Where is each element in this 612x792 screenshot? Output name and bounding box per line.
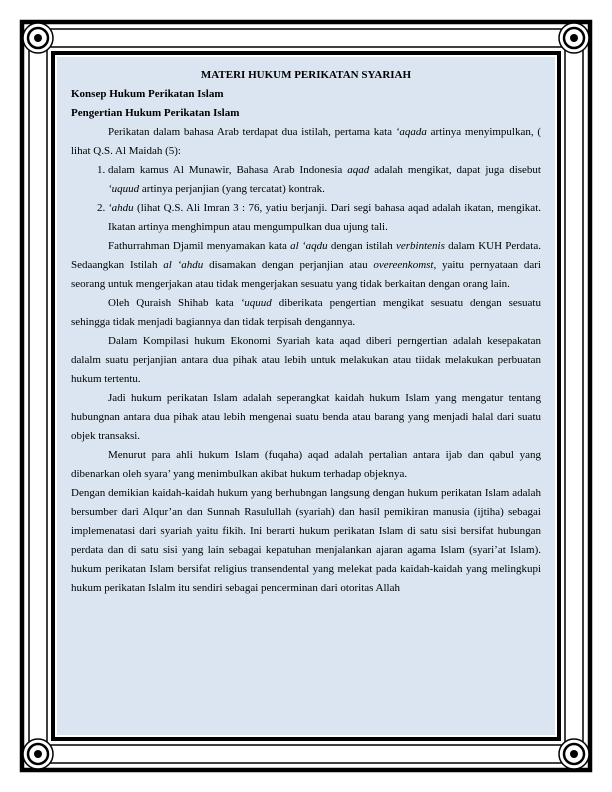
- text-run: disamakan dengan perjanjian atau: [203, 259, 374, 271]
- text-run: (lihat Q.S. Ali Imran 3 : 76, yatiu berjanji. Dari segi bahasa aqad adalah ikatan, mengikat. Ikatan artinya menghimpun atau mengumpulkan dua ujung tali.: [108, 202, 541, 233]
- section-heading: Konsep Hukum Perikatan Islam: [71, 88, 224, 100]
- italic-term: ‘uquud: [240, 297, 272, 309]
- italic-term: ‘aqada: [395, 126, 427, 138]
- paragraph-djamil: [71, 237, 541, 294]
- paragraph-conclusion: Jadi hukum perikatan Islam adalah seperangkat kaidah hukum Islam yang mengatur tentang hubungnan antara dua pihak atau lebih mengenai suatu benda atau barang yang menjadi halal dari suatu objek transaksi.: [71, 392, 541, 442]
- text-run: dalam kamus Al Munawir, Bahasa Arab Indonesia: [108, 164, 348, 176]
- corner-ornament-bottom-right: [559, 739, 589, 769]
- text-run: Oleh Quraish Shihab kata: [108, 297, 241, 309]
- italic-term: ‘uquud: [108, 183, 140, 195]
- corner-ornament-top-right: [559, 23, 589, 53]
- document-body: [71, 66, 541, 598]
- subsection-heading: Pengertian Hukum Perikatan Islam: [71, 107, 240, 119]
- definition-list: [71, 161, 541, 237]
- text-run: Perikatan dalam bahasa Arab terdapat dua istilah, pertama kata: [108, 126, 396, 138]
- text-run: artinya perjanjian (yang tercatat) kontrak.: [139, 183, 325, 195]
- text-run: artinya menyimpulkan, ( lihat Q.S. Al Maidah (5):: [71, 126, 541, 157]
- text-run: Fathurrahman Djamil menyamakan kata: [108, 240, 291, 252]
- italic-term: al ‘ahdu: [163, 259, 204, 271]
- paragraph-kompilasi: Dalam Kompilasi hukum Ekonomi Syariah kata aqad diberi perngertian adalah kesepakatan dalalm suatu perjanjian antara dua pihak atau lebih untuk melakukan atau tiidak melakukan perbuatan hukum tertentu.: [71, 335, 541, 385]
- list-item: [108, 199, 541, 237]
- corner-ornament-top-left: [23, 23, 53, 53]
- paragraph-sources: Dengan demikian kaidah-kaidah hukum yang berhubngan langsung dengan hukum perikatan Islam adalah bersumber dari Alqur’an dan Sunnah Rasulullah (syariah) dan hasil pemikiran manusia (ijtiha) sebagai implemenatasi dari syariah yaitu fikih. Ini berarti hukum perikatan Islam di satu sisi bersifat hubungan perdata dan di satu sisi yang lain sebagai kepatuhan menjalankan ajaran agama Islam (syari’at Islam). hukum perikatan Islam bersifat religius transendental yang melekat pada kaidah-kaidah yang melingkupi hukum perikatan Islalm itu sendiri sebagai pencerminan dari otoritas Allah: [71, 487, 541, 594]
- italic-term: overeenkomst,: [373, 259, 437, 271]
- text-run: dalam KUH Perdata. Sedaangkan Istilah: [71, 240, 541, 271]
- document-title: MATERI HUKUM PERIKATAN SYARIAH: [200, 69, 412, 81]
- italic-term: al ‘aqdu: [290, 240, 328, 252]
- text-run: adalah mengikat, dapat juga disebut: [369, 164, 541, 176]
- text-run: diberikata pengertian mengikat sesuatu dengan sesuatu sehingga tidak menjadi bagiannya dan tidak terpisah dengannya.: [71, 297, 541, 328]
- paragraph-definition: [71, 123, 541, 161]
- italic-term: aqad: [347, 164, 370, 176]
- italic-term: verbintenis: [395, 240, 445, 252]
- corner-ornament-bottom-left: [23, 739, 53, 769]
- paragraph-fuqaha: Menurut para ahli hukum Islam (fuqaha) aqad adalah pertalian antara ijab dan qabul yang dibenarkan oleh syara’ yang menimbulkan akibat hukum terhadap objeknya.: [71, 449, 541, 480]
- list-item: [108, 161, 541, 199]
- paragraph-shihab: [71, 294, 541, 332]
- text-run: dengan istilah: [327, 240, 396, 252]
- italic-term: ‘ahdu: [108, 202, 134, 214]
- text-run: yaitu pernyataan dari seorang untuk mengerjakan atau tidak mengerjakan sesuatu yang tidak berkaitan dengan orang lain.: [71, 259, 541, 290]
